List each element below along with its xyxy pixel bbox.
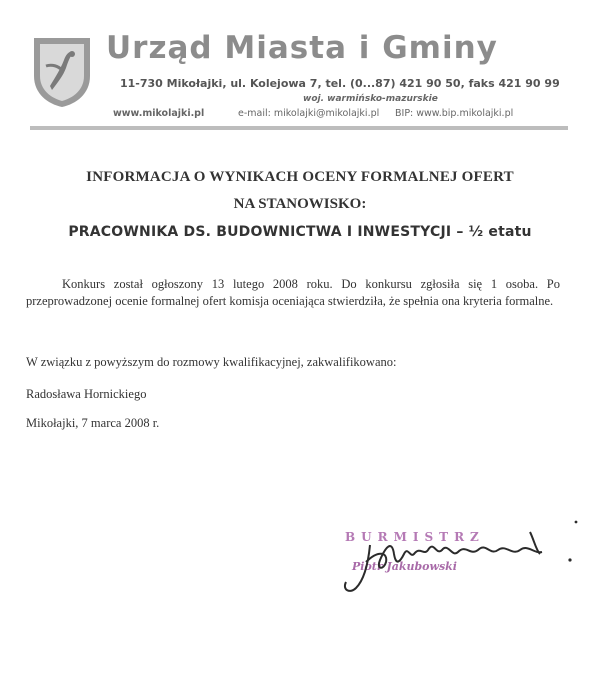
paragraph-announcement-text: Konkurs został ogłoszony 13 lutego 2008 roku. Do konkursu zgłosiła się 1 osoba. Po przeprowadzonej ocenie formalnej ofert komisja oceniająca stwierdziła, że spełnia ona kryteria formalne. bbox=[26, 277, 560, 308]
office-website-link[interactable]: www.mikolajki.pl bbox=[113, 108, 205, 119]
position-title: PRACOWNIKA DS. BUDOWNICTWA I INWESTYCJI – ½ etatu bbox=[68, 224, 532, 240]
coat-of-arms-logo bbox=[30, 36, 94, 108]
stamp-title: BURMISTRZ bbox=[345, 530, 485, 544]
office-email-link[interactable]: e-mail: mikolajki@mikolajki.pl bbox=[238, 108, 380, 119]
stamp-name: Piotr Jakubowski bbox=[352, 560, 457, 573]
paragraph-announcement bbox=[26, 276, 560, 310]
place-and-date: Mikołajki, 7 marca 2008 r. bbox=[26, 416, 160, 430]
handwritten-signature bbox=[330, 510, 590, 620]
candidate-name: Radosława Hornickiego bbox=[26, 387, 147, 401]
office-address: 11-730 Mikołajki, ul. Kolejowa 7, tel. (0...87) 421 90 50, faks 421 90 99 bbox=[120, 77, 560, 90]
office-bip-link[interactable]: BIP: www.bip.mikolajki.pl bbox=[395, 108, 514, 119]
office-name: Urząd Miasta i Gminy bbox=[106, 30, 498, 66]
office-region: woj. warmińsko-mazurskie bbox=[303, 94, 438, 104]
paragraph-qualification: W związku z powyższym do rozmowy kwalifikacyjnej, zakwalifikowano: bbox=[26, 355, 397, 369]
header-divider bbox=[30, 126, 568, 130]
document-subtitle: NA STANOWISKO: bbox=[233, 196, 367, 212]
document-title: INFORMACJA O WYNIKACH OCENY FORMALNEJ OFERT bbox=[86, 169, 514, 185]
